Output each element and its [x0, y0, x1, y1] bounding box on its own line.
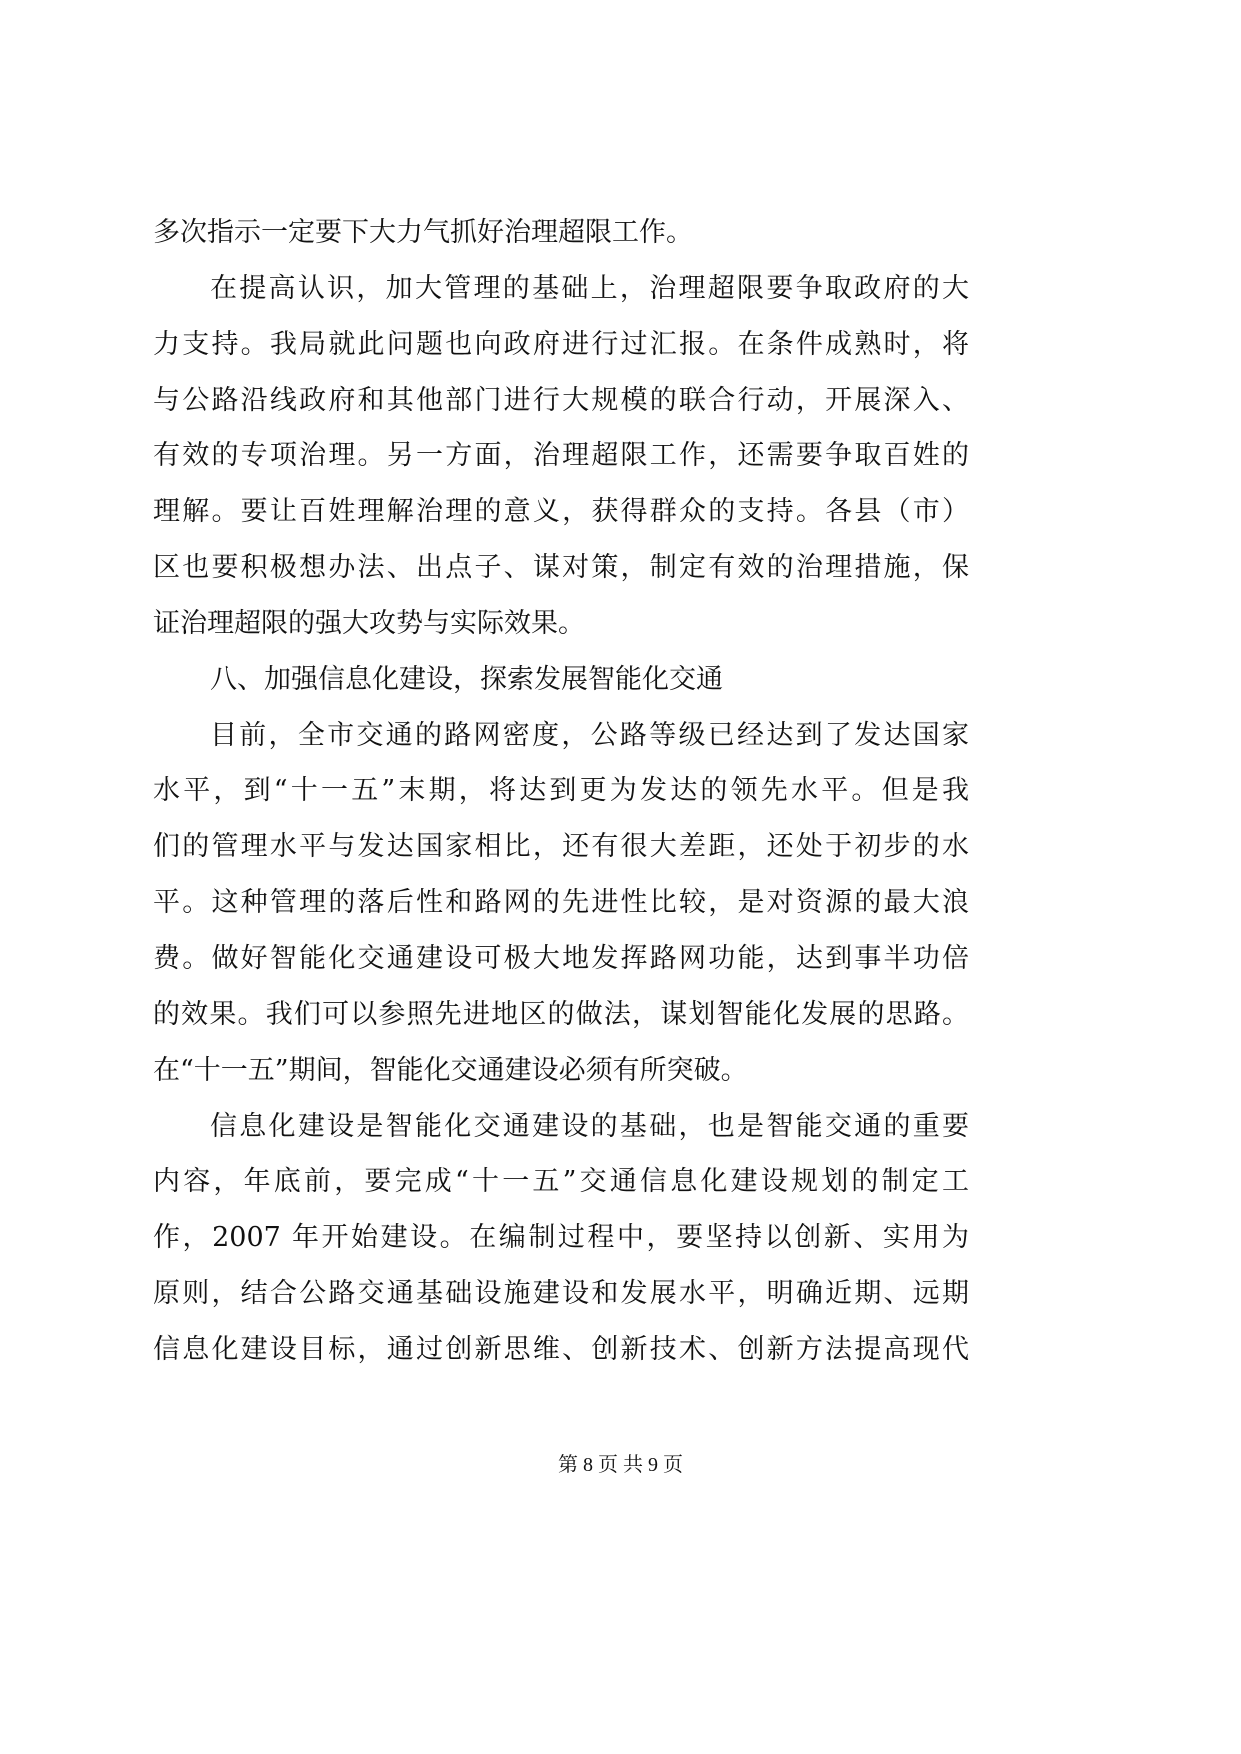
text-line: 与公路沿线政府和其他部门进行大规模的联合行动，开展深入、 — [153, 384, 969, 416]
text-line: 力支持。我局就此问题也向政府进行过汇报。在条件成熟时，将 — [153, 328, 969, 360]
text-line: 区也要积极想办法、出点子、谋对策，制定有效的治理措施，保 — [153, 552, 969, 584]
text-line: 八、加强信息化建设，探索发展智能化交通 — [210, 663, 723, 695]
text-line: 在“十一五”期间，智能化交通建设必须有所突破。 — [153, 1054, 748, 1086]
text-line: 内容，年底前，要完成“十一五”交通信息化建设规划的制定工 — [153, 1166, 969, 1198]
text-line: 信息化建设是智能化交通建设的基础，也是智能交通的重要 — [210, 1110, 969, 1142]
text-line: 证治理超限的强大攻势与实际效果。 — [153, 607, 585, 639]
text-line: 多次指示一定要下大力气抓好治理超限工作。 — [153, 217, 693, 248]
text-line: 水平，到“十一五”末期，将达到更为发达的领先水平。但是我 — [153, 775, 969, 807]
text-line: 费。做好智能化交通建设可极大地发挥路网功能，达到事半功倍 — [153, 942, 969, 974]
text-line: 理解。要让百姓理解治理的意义，获得群众的支持。各县（市） — [153, 496, 969, 528]
text-line: 信息化建设目标，通过创新思维、创新技术、创新方法提高现代 — [153, 1333, 969, 1365]
text-line: 们的管理水平与发达国家相比，还有很大差距，还处于初步的水 — [153, 831, 969, 863]
body-text — [153, 205, 969, 1378]
text-line: 作，2007 年开始建设。在编制过程中，要坚持以创新、实用为 — [153, 1222, 969, 1254]
text-line: 有效的专项治理。另一方面，治理超限工作，还需要争取百姓的 — [153, 440, 969, 472]
text-line: 在提高认识，加大管理的基础上，治理超限要争取政府的大 — [210, 272, 969, 304]
text-line: 平。这种管理的落后性和路网的先进性比较，是对资源的最大浪 — [153, 887, 969, 919]
text-line: 的效果。我们可以参照先进地区的做法，谋划智能化发展的思路。 — [153, 998, 969, 1030]
text-line: 目前，全市交通的路网密度，公路等级已经达到了发达国家 — [210, 719, 969, 751]
page-footer: 第 8 页 共 9 页 — [558, 1454, 683, 1476]
text-line: 原则，结合公路交通基础设施建设和发展水平，明确近期、远期 — [153, 1278, 969, 1310]
